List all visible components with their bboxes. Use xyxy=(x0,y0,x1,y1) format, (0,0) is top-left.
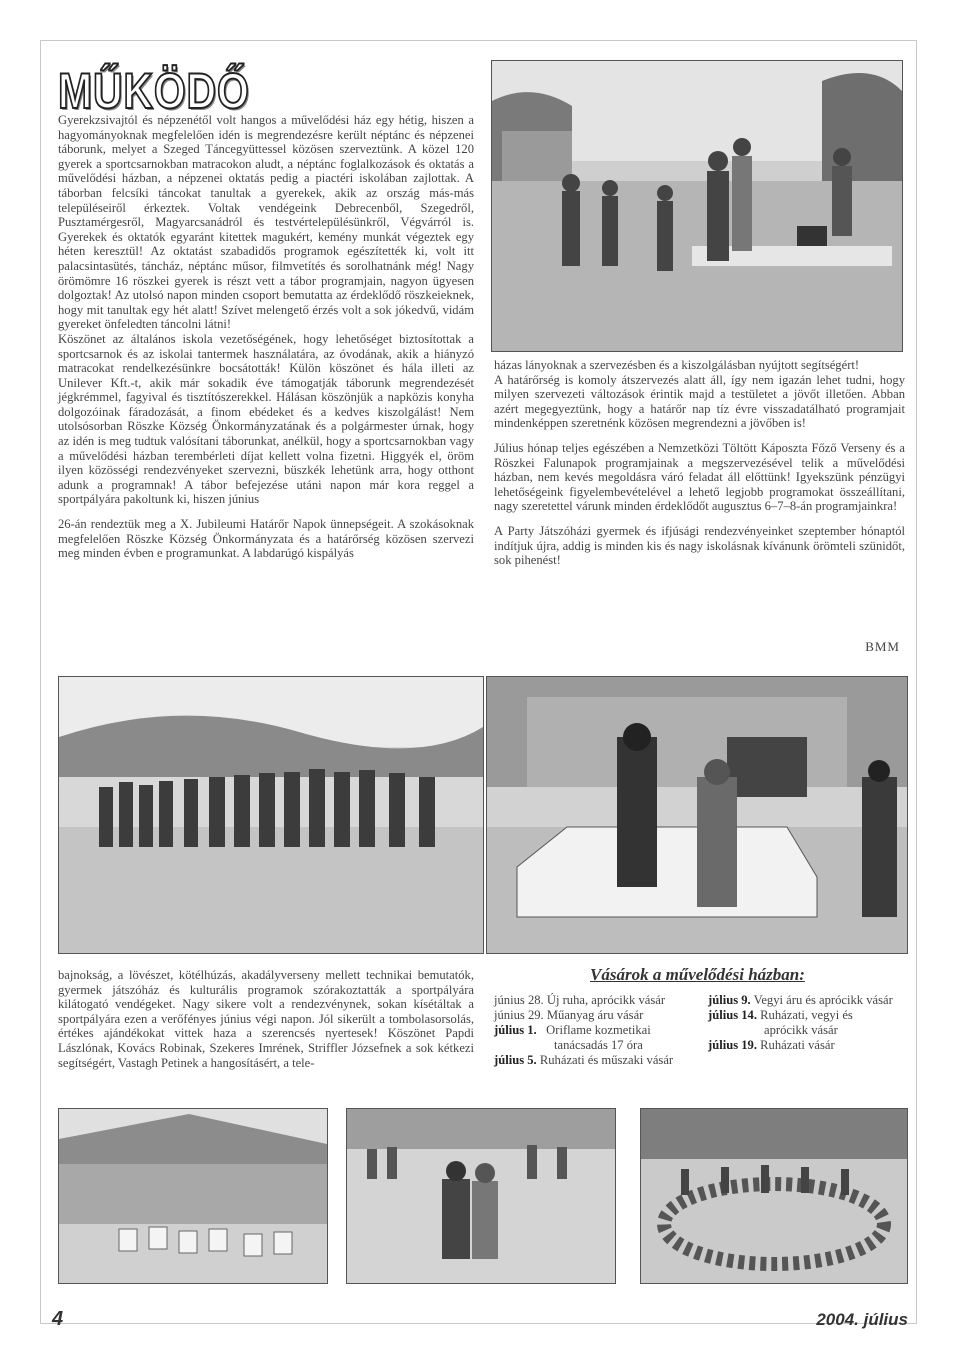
left-column xyxy=(58,113,474,561)
signature: BMM xyxy=(865,639,900,654)
bottom-left-text xyxy=(58,968,474,1070)
fair-entry: június 28. Új ruha, aprócikk vásár xyxy=(494,993,666,1007)
fair-entry: július 1. Oriflame kozmetikai xyxy=(494,1023,651,1037)
article-paragraph: Gyerekzsivajtól és népzenétől volt hangos a művelődési ház egy hétig, hiszen a hagyományoknak megfelelően idén is megrendezésre került néptánc és népzenei táborunk, melyet a Szeged Táncegyüttessel közösen szerveztünk. A közel 120 gyerek a sportcsarnokban matracokon aludt, a néptánc foglalkozások és oktatás a művelődési házban, a népzenei oktatás pedig a piactéri iskolában zajlottak. A táborban felcsíki táncokat tanultak a gyerekek, akik az ország más-más településeiről érkeztek. Voltak vendégeink Debrecenből, Szegedről, Pusztamérgesről, Magyarcsanádról és testvértelepülésünkről, Végvárról is. Gyerekek és oktatók egyaránt kitettek magukért, kemény munkát végeztek egy héten keresztül! Az oktatást szabadidős programok egészítették ki, volt itt palacsintasütés, táncház, néptánc műsor, filmvetítés és sorolhatnánk még! Nagy örömömre 16 röszkei gyerek is részt vett a tábor programjain, nagyon ügyesen dolgoztak! Az utolsó napon minden csoport bemutatta az érdeklődő röszkeieknek, hogy mit tanultak egy hét alatt! Szívet melengető érzés volt a sok jókedvű, vidám gyereket önfeledten táncolni látni! xyxy=(58,113,474,332)
fair-entry: július 5. Ruházati és műszaki vásár xyxy=(494,1053,674,1067)
issue-date: 2004. július xyxy=(816,1310,908,1329)
tent-chairs-photo xyxy=(58,1108,328,1284)
police-demo-car-photo xyxy=(486,676,908,954)
fair-list-right xyxy=(708,993,893,1053)
fair-entry: július 9. Vegyi áru és aprócikk vásár xyxy=(708,993,893,1007)
article-paragraph: bajnokság, a lövészet, kötélhúzás, akadályverseny mellett technikai bemutatók, gyermek játszóház és kulturális programok szórakoztatták a sportpályára kilátogató vendégeket. Nagy sikere volt a rendezvénynek, sokan kísétáltak a sportpályára ezen a verőfényes június végi napon. Jól sikerült a tombolasorsolás, értékes ajándékokat vittek haza a szerencsés nyertesek! Köszönet Papdi Lászlónak, Kovács Robinak, Szekeres Imrének, Striffler Józsefnek a sok kétkezi segítségért, Vastagh Petinek a hangosításért, a tele- xyxy=(58,968,474,1070)
fair-entry: aprócikk vásár xyxy=(764,1023,838,1037)
article-paragraph: Július hónap teljes egészében a Nemzetközi Töltött Káposzta Főző Verseny és a Röszkei Falunapok programjainak a megszervezésével telik a művelődési házban, nem kevés megoldásra váró feladat áll előttünk! Igyekszünk pénzügyi lehetőségeink figyelembevételével a lehető legjobb programokat összeállítani, nagy szeretettel várunk minden érdeklődőt augusztus 6–7–8-án programjainkra! xyxy=(494,440,905,514)
fair-entry: június 29. Műanyag áru vásár xyxy=(494,1008,644,1022)
right-column xyxy=(494,358,905,568)
couple-dancing-photo xyxy=(346,1108,616,1284)
page-number: 4 xyxy=(52,1308,64,1330)
border-guard-lineup-photo xyxy=(58,676,484,954)
article-paragraph: házas lányoknak a szervezésben és a kiszolgálásban nyújtott segítségért! xyxy=(494,358,860,372)
circle-dance-photo xyxy=(640,1108,908,1284)
fair-list-left xyxy=(494,993,673,1068)
fair-list-title: Vásárok a művelődési házban: xyxy=(590,965,805,984)
page-title: MŰKÖDŐ xyxy=(58,63,250,119)
article-paragraph: 26-án rendeztük meg a X. Jubileumi Határőr Napok ünnepségeit. A szokásoknak megfelelően Röszke Község Önkormányzata és a határőrség közösen szervezi meg minden évben e programunkat. A labdarúgó kispályás xyxy=(58,517,474,561)
fair-entry: tanácsadás 17 óra xyxy=(554,1038,643,1052)
fair-entry: július 14. Ruházati, vegyi és xyxy=(708,1008,853,1022)
children-dance-photo xyxy=(491,60,903,352)
article-paragraph: A Party Játszóházi gyermek és ifjúsági rendezvényeinket szeptember hónaptól indítjuk újra, addig is minden kis és nagy iskolásnak kívánunk örömteli szünidőt, sok pihenést! xyxy=(494,523,905,568)
fair-entry: július 19. Ruházati vásár xyxy=(708,1038,835,1052)
article-paragraph: A határőrség is komoly átszervezés alatt áll, így nem igazán lehet tudni, hogy milyen szervezeti változások érintik majd a testületet a jövőt illetően. Abban azért megegyeztünk, hogy a határőr nap tíz évre visszadatálható programjait mindenképpen szeretnénk közösen megrendezni a jövőben is! xyxy=(494,372,905,431)
article-paragraph: Köszönet az általános iskola vezetőségének, hogy lehetőséget biztosítottak a sportcsarnok és az iskolai tantermek használatára, az óvodának, akik a hiányzó matracokat rendelkezésünkre bocsátották! Külön köszönet és hála illeti az Unilever Kft.-t, akik már sokadik éve támogatják táborunk megrendezését jégkrémmel, fagyival és tisztítószerekkel. Hálásan köszönjük a napközis konyha dolgozóinak fáradozását, a finom ebédeket és a kedves kiszolgálást! Nem utolsósorban Röszke Község Önkormányzatának és a polgármester úrnak, hogy az idén is meg tudtuk valósítani táborunkat, anélkül, hogy a sportcsarnokban vagy a művelődési házban terembérleti díjat kellett volna fizetni. Higgyék el, öröm ilyen közösségi rendezvényeket szervezni, büszkék lehetünk arra, hogy otthont adunk a programnak! A tábor befejezése utáni napon már kora reggel a sportpályára pakoltunk ki, hiszen június xyxy=(58,331,474,507)
